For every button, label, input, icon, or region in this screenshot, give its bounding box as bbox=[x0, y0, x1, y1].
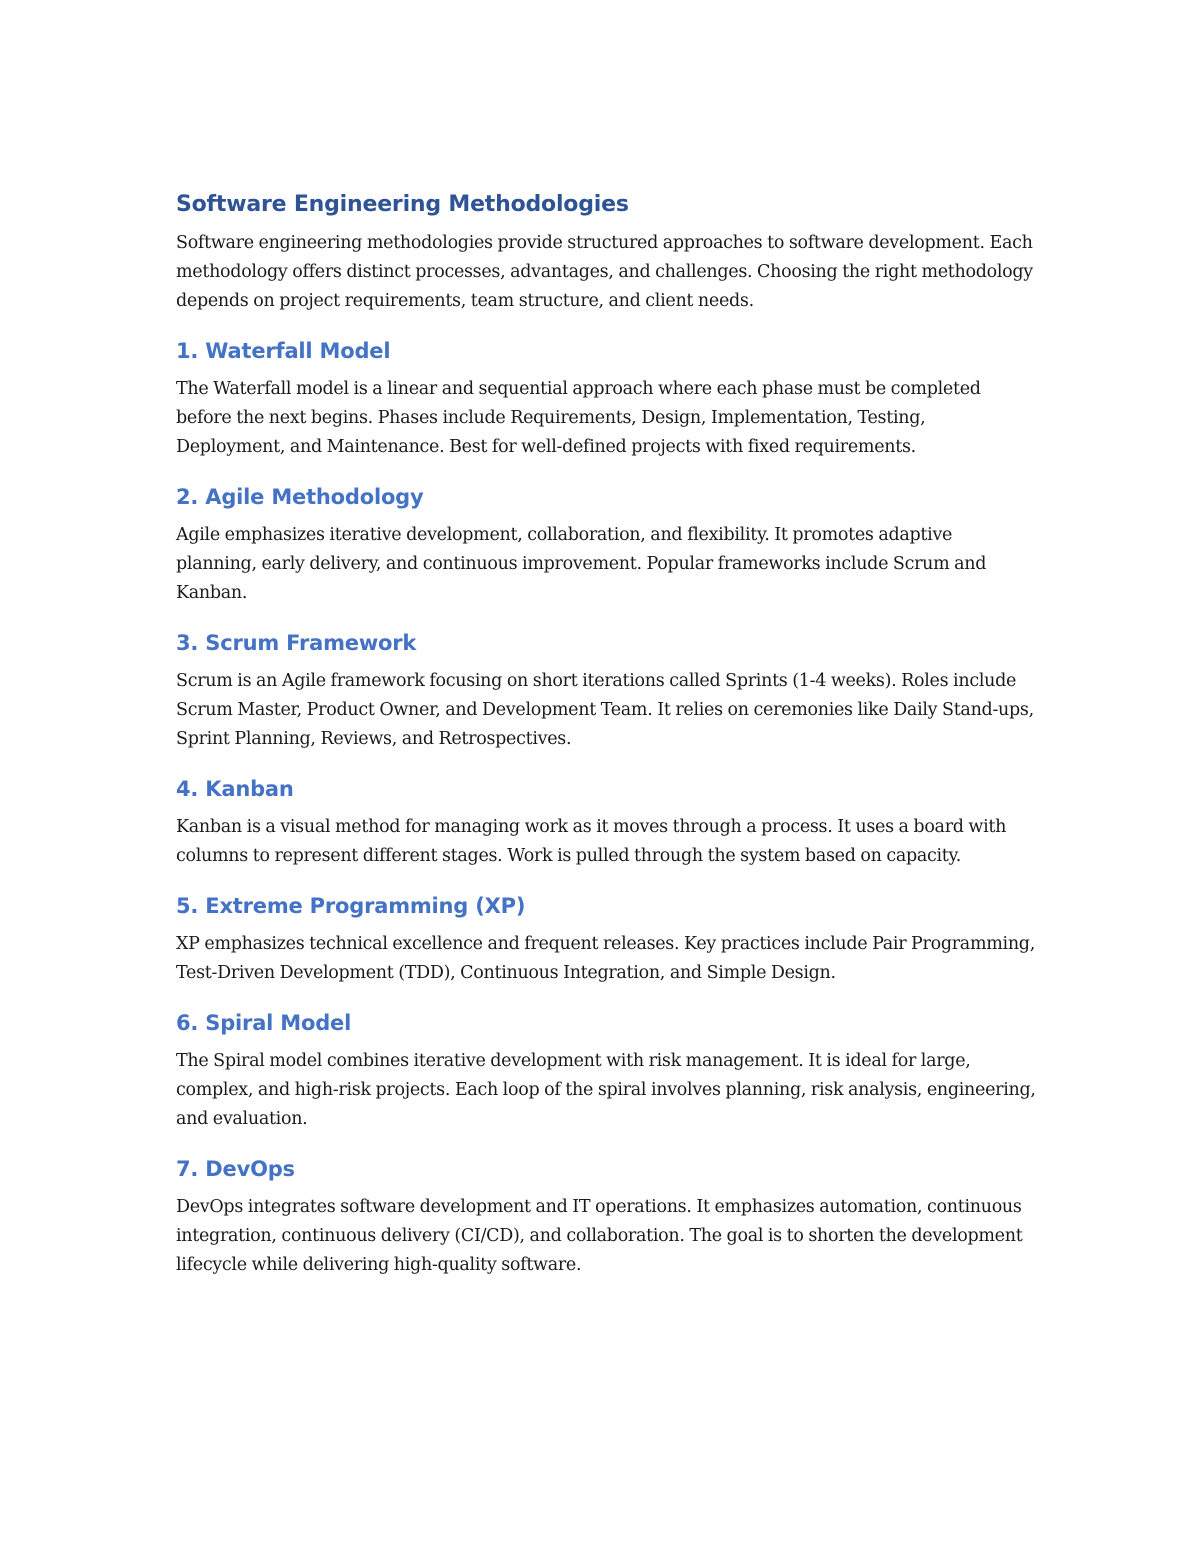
section-body-devops: DevOps integrates software development and IT operations. It emphasizes automation, continuous integration, continuous delivery (CI/CD), and collaboration. The goal is to shorten the development lifecycle while delivering high-quality software. bbox=[176, 1197, 1023, 1275]
section-heading-spiral: 6. Spiral Model bbox=[176, 1011, 352, 1035]
section-body-xp: XP emphasizes technical excellence and frequent releases. Key practices include Pair Programming, Test-Driven Development (TDD), Continuous Integration, and Simple Design. bbox=[176, 934, 1035, 983]
section-heading-scrum: 3. Scrum Framework bbox=[176, 631, 417, 655]
section-heading-agile: 2. Agile Methodology bbox=[176, 485, 424, 509]
document-page bbox=[176, 190, 1036, 1300]
intro-paragraph: Software engineering methodologies provide structured approaches to software development. Each methodology offers distinct processes, advantages, and challenges. Choosing the right methodology depends on project requirements, team structure, and client needs. bbox=[176, 233, 1033, 311]
section-body-agile: Agile emphasizes iterative development, collaboration, and flexibility. It promotes adaptive planning, early delivery, and continuous improvement. Popular frameworks include Scrum and Kanban. bbox=[176, 525, 987, 603]
section-body-scrum: Scrum is an Agile framework focusing on short iterations called Sprints (1-4 weeks). Roles include Scrum Master, Product Owner, and Development Team. It relies on ceremonies like Daily Stand-ups, Sprint Planning, Reviews, and Retrospectives. bbox=[176, 671, 1034, 749]
section-body-kanban: Kanban is a visual method for managing work as it moves through a process. It uses a board with columns to represent different stages. Work is pulled through the system based on capacity. bbox=[176, 817, 1007, 866]
document-title: Software Engineering Methodologies bbox=[176, 192, 629, 217]
section-body-spiral: The Spiral model combines iterative development with risk management. It is ideal for large, complex, and high-risk projects. Each loop of the spiral involves planning, risk analysis, engineering, and evaluation. bbox=[176, 1051, 1036, 1129]
section-heading-waterfall: 1. Waterfall Model bbox=[176, 339, 391, 363]
section-heading-devops: 7. DevOps bbox=[176, 1157, 295, 1181]
section-body-waterfall: The Waterfall model is a linear and sequential approach where each phase must be completed before the next begins. Phases include Requirements, Design, Implementation, Testing, Deployment, and Maintenance. Best for well-defined projects with fixed requirements. bbox=[176, 379, 981, 457]
section-heading-kanban: 4. Kanban bbox=[176, 777, 294, 801]
section-heading-xp: 5. Extreme Programming (XP) bbox=[176, 894, 526, 918]
